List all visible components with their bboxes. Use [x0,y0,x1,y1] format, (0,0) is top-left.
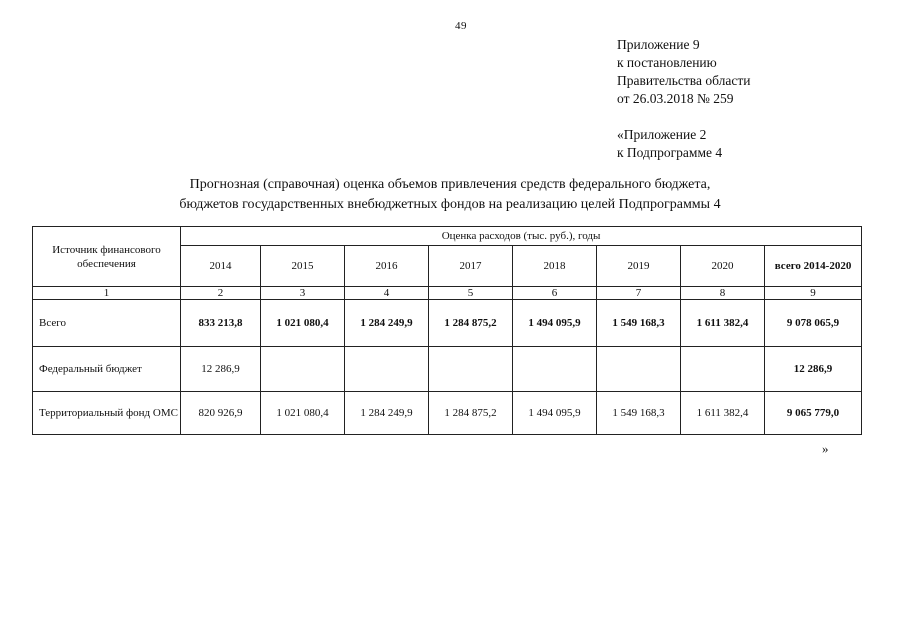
year-header: 2020 [681,246,765,287]
total-cell: 9 078 065,9 [765,300,862,347]
year-header: 2015 [261,246,345,287]
table-cell: 1 284 875,2 [429,300,513,347]
table-cell: 1 611 382,4 [681,300,765,347]
column-number: 7 [597,287,681,300]
sub-appendix-line: к Подпрограмме 4 [617,145,723,160]
row-label: Всего [33,300,181,347]
source-header: Источник финансового обеспечения [33,227,181,287]
sub-appendix-reference [617,126,722,162]
column-number-row [33,287,862,300]
table-cell: 833 213,8 [181,300,261,347]
appendix-line: Приложение 9 [617,37,700,52]
table-cell: 1 284 249,9 [345,392,429,435]
table-cell: 1 021 080,4 [261,300,345,347]
table-cell: 1 494 095,9 [513,300,597,347]
table-cell: 1 611 382,4 [681,392,765,435]
sub-appendix-line: «Приложение 2 [617,127,707,142]
column-number: 2 [181,287,261,300]
column-number: 1 [33,287,181,300]
year-header: 2016 [345,246,429,287]
column-number: 4 [345,287,429,300]
page-number: 49 [455,20,467,32]
table-cell [345,347,429,392]
table-cell [597,347,681,392]
table-cell: 1 284 249,9 [345,300,429,347]
estimate-header: Оценка расходов (тыс. руб.), годы [181,227,862,246]
table-cell: 1 494 095,9 [513,392,597,435]
table-cell [261,347,345,392]
table-row-federal [33,347,862,392]
table-cell: 1 549 168,3 [597,392,681,435]
document-title [100,175,800,215]
total-cell: 12 286,9 [765,347,862,392]
table-cell [513,347,597,392]
header-row [33,227,862,246]
title-line-1: Прогнозная (справочная) оценка объемов привлечения средств федерального бюджета, [189,177,711,192]
row-label: Территориальный фонд ОМС [33,392,181,435]
total-header: всего 2014-2020 [765,246,862,287]
total-cell: 9 065 779,0 [765,392,862,435]
appendix-reference [617,36,750,108]
year-header: 2017 [429,246,513,287]
appendix-line: к постановлению [617,55,717,70]
column-number: 8 [681,287,765,300]
table-row-fund [33,392,862,435]
table-cell: 820 926,9 [181,392,261,435]
table-cell: 1 284 875,2 [429,392,513,435]
column-number: 6 [513,287,597,300]
title-line-2: бюджетов государственных внебюджетных фондов на реализацию целей Подпрограммы 4 [179,197,721,212]
table-cell [681,347,765,392]
row-label: Федеральный бюджет [33,347,181,392]
table-cell: 1 549 168,3 [597,300,681,347]
appendix-line: Правительства области [617,73,751,88]
year-header: 2014 [181,246,261,287]
appendix-line: от 26.03.2018 № 259 [617,91,734,106]
table-cell: 12 286,9 [181,347,261,392]
year-header: 2019 [597,246,681,287]
table-cell [429,347,513,392]
column-number: 9 [765,287,862,300]
funding-table [32,226,862,435]
table-row-total [33,300,862,347]
column-number: 5 [429,287,513,300]
closing-quote: » [822,441,829,456]
column-number: 3 [261,287,345,300]
year-header: 2018 [513,246,597,287]
table-cell: 1 021 080,4 [261,392,345,435]
